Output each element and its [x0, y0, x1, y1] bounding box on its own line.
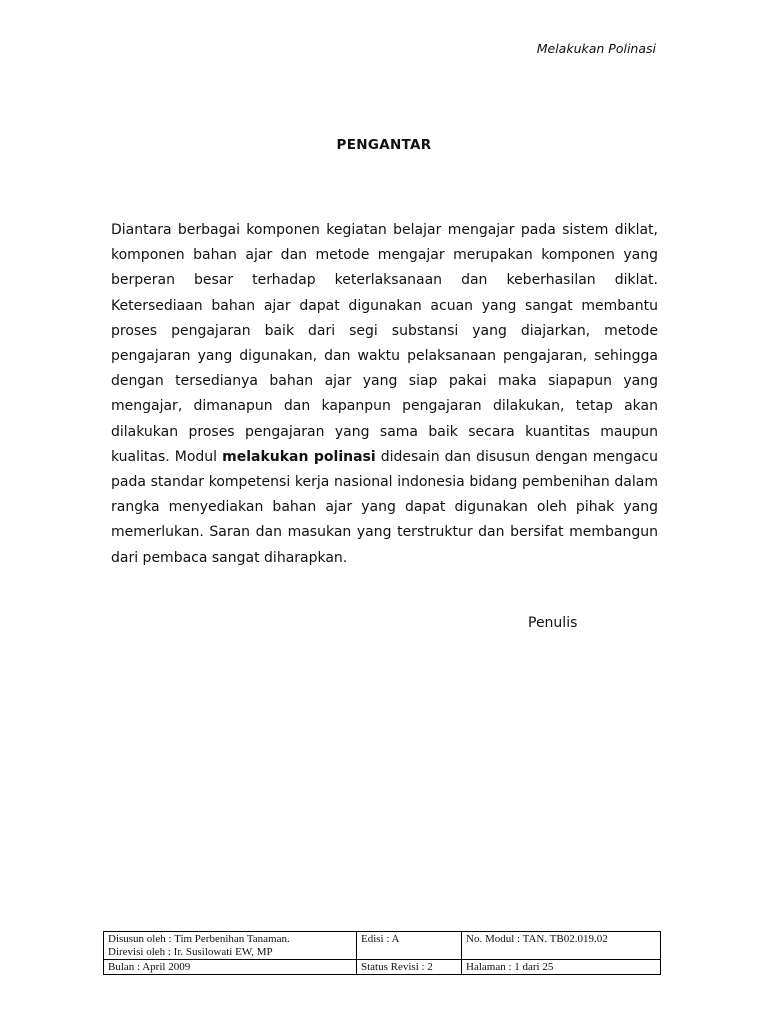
footer-row — [104, 960, 661, 975]
running-header: Melakukan Polinasi — [536, 41, 656, 56]
footer-no-modul: No. Modul : TAN. TB02.019.02 — [462, 932, 661, 960]
footer-cell-authors — [104, 932, 357, 960]
footer-bulan: Bulan : April 2009 — [104, 960, 357, 975]
footer-status-revisi: Status Revisi : 2 — [357, 960, 462, 975]
body-text-after: didesain dan disusun dengan mengacu pada standar kompetensi kerja nasional indonesia bidang pembenihan dalam rangka menyediakan bahan ajar yang dapat digunakan oleh pihak yang memerlukan. Saran dan masukan yang terstruktur dan bersifat membangun dari pembaca sangat diharapkan. — [111, 448, 658, 566]
footer-edisi: Edisi : A — [357, 932, 462, 960]
body-text-before: Diantara berbagai komponen kegiatan belajar mengajar pada sistem diklat, komponen bahan ajar dan metode mengajar merupakan komponen yang berperan besar terhadap keterlaksanaan dan keberhasilan diklat. Ketersediaan bahan ajar dapat digunakan acuan yang sangat membantu proses pengajaran baik dari segi substansi yang diajarkan, metode pengajaran yang digunakan, dan waktu pelaksanaan pengajaran, sehingga dengan tersedianya bahan ajar yang siap pakai maka siapapun yang mengajar, dimanapun dan kapanpun pengajaran dilakukan, tetap akan dilakukan proses pengajaran yang sama baik secara kuantitas maupun kualitas. Modul — [111, 222, 658, 465]
footer-row — [104, 932, 661, 960]
footer-direvisi: Direvisi oleh : Ir. Susilowati EW, MP — [108, 946, 273, 958]
page-title: PENGANTAR — [336, 137, 432, 153]
signature: Penulis — [528, 615, 578, 631]
footer-halaman: Halaman : 1 dari 25 — [462, 960, 661, 975]
footer-disusun: Disusun oleh : Tim Perbenihan Tanaman. — [108, 933, 290, 945]
footer-table — [103, 931, 661, 975]
body-text-bold: melakukan polinasi — [222, 448, 376, 465]
body-paragraph — [111, 218, 658, 571]
